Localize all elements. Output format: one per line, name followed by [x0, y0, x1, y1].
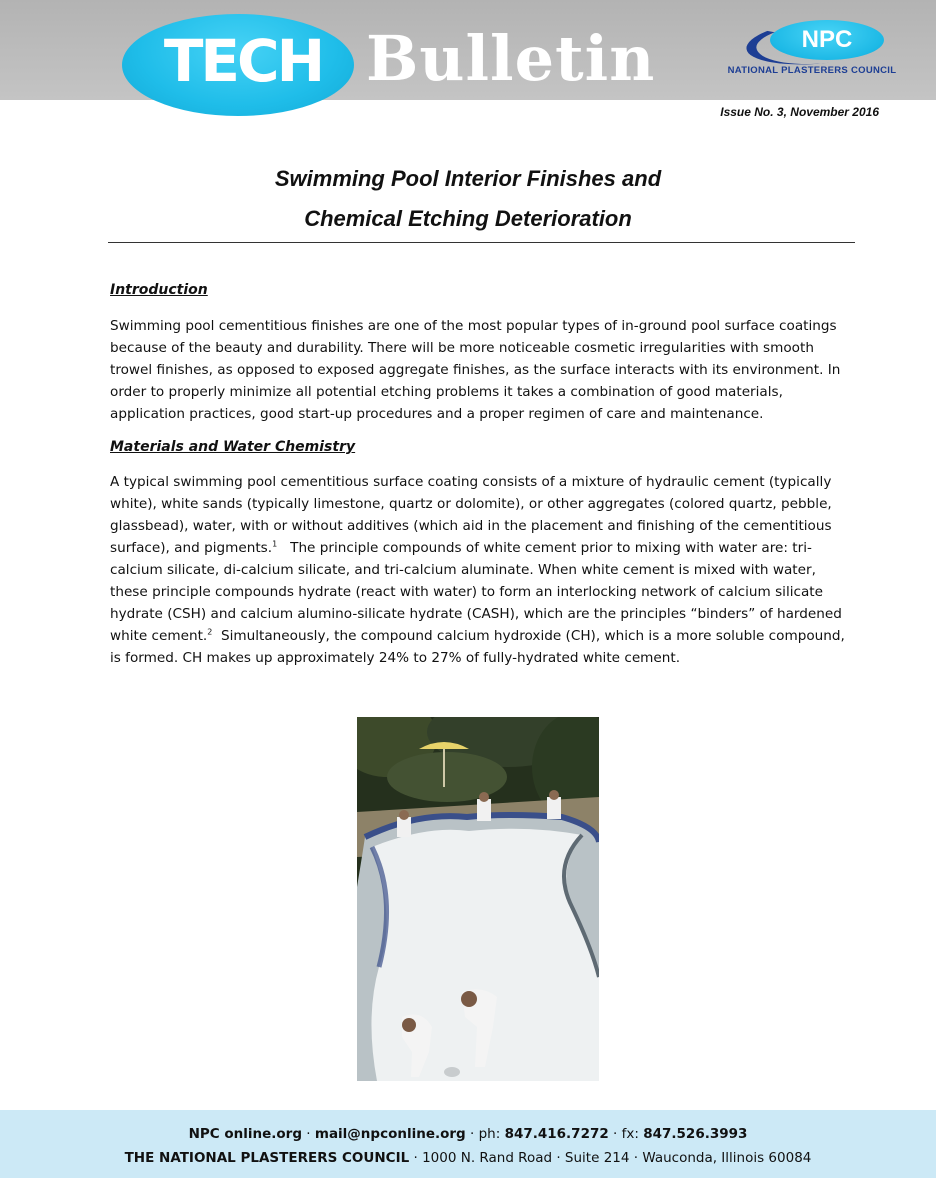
- paragraph-line: application practices, good start-up procedures and a proper regimen of care and maintenance.: [110, 406, 764, 422]
- line-text: Simultaneously, the compound calcium hydroxide (CH), which is a more soluble compound,: [212, 628, 845, 644]
- npc-abbr: NPC: [801, 26, 853, 53]
- document-title-line-2: Chemical Etching Deterioration: [304, 206, 632, 231]
- pool-photo-illustration: [357, 717, 599, 1081]
- footer-site-link[interactable]: NPC online.org: [188, 1126, 302, 1142]
- paragraph-line: white), white sands (typically limestone, quartz or dolomite), or other aggregates (colored quartz, pebble,: [110, 496, 832, 512]
- line-text: The principle compounds of white cement prior to mixing with water are: tri-: [277, 540, 812, 556]
- pool-photo: [357, 717, 599, 1081]
- paragraph-line: order to properly minimize all potential etching problems it takes a combination of good materials,: [110, 384, 783, 400]
- footer-fax: 847.526.3993: [643, 1126, 748, 1142]
- footer-separator: · ph:: [465, 1126, 505, 1142]
- title-divider: [108, 242, 855, 243]
- paragraph-line: calcium silicate, di-calcium silicate, and tri-calcium aluminate. When white cement is mixed with water,: [110, 562, 816, 578]
- footnote-ref-2: 2: [207, 627, 213, 637]
- paragraph-line: trowel finishes, as opposed to exposed aggregate finishes, as the surface interacts with its environment. In: [110, 362, 841, 378]
- bulletin-word: Bulletin: [366, 22, 656, 95]
- footer-band: [0, 1110, 936, 1178]
- line-text: white cement.: [110, 628, 208, 644]
- paragraph-line: these principle compounds hydrate (react with water) to form an interlocking network of calcium silicate: [110, 584, 823, 600]
- npc-logo: [712, 10, 912, 80]
- footer-contact-line: [0, 1126, 936, 1142]
- line-text: surface), and pigments.: [110, 540, 273, 556]
- tech-word: TECH: [163, 27, 323, 95]
- footer-phone: 847.416.7272: [504, 1126, 609, 1142]
- paragraph-line: because of the beauty and durability. There will be more noticeable cosmetic irregularities with smooth: [110, 340, 814, 356]
- footer-email-link[interactable]: mail@npconline.org: [314, 1126, 466, 1142]
- paragraph-line: is formed. CH makes up approximately 24% to 27% of fully-hydrated white cement.: [110, 650, 681, 666]
- npc-name: NATIONAL PLASTERERS COUNCIL: [727, 65, 897, 76]
- paragraph-materials: [110, 471, 845, 669]
- paragraph-line: [110, 625, 845, 647]
- footer-separator: ·: [302, 1126, 315, 1142]
- section-heading-introduction: Introduction: [110, 282, 208, 298]
- paragraph-line: [110, 537, 845, 559]
- footer-address: · 1000 N. Rand Road · Suite 214 · Wauconda, Illinois 60084: [409, 1150, 812, 1166]
- footer-org-name: THE NATIONAL PLASTERERS COUNCIL: [124, 1150, 410, 1166]
- footnote-ref-1: 1: [272, 539, 278, 549]
- footer-address-line: [0, 1150, 936, 1166]
- paragraph-introduction: [110, 315, 845, 425]
- paragraph-line: glassbead), water, with or without additives (which aid in the placement and finishing of the cementitious: [110, 518, 832, 534]
- paragraph-line: Swimming pool cementitious finishes are one of the most popular types of in-ground pool surface coatings: [110, 318, 837, 334]
- document-title-line-1: Swimming Pool Interior Finishes and: [274, 166, 662, 191]
- issue-label: Issue No. 3, November 2016: [720, 105, 879, 119]
- footer-separator: · fx:: [608, 1126, 644, 1142]
- section-heading-materials: Materials and Water Chemistry: [110, 439, 356, 455]
- paragraph-line: hydrate (CSH) and calcium alumino-silicate hydrate (CASH), which are the principles “binders” of hardened: [110, 606, 842, 622]
- paragraph-line: A typical swimming pool cementitious surface coating consists of a mixture of hydraulic cement (typically: [110, 474, 832, 490]
